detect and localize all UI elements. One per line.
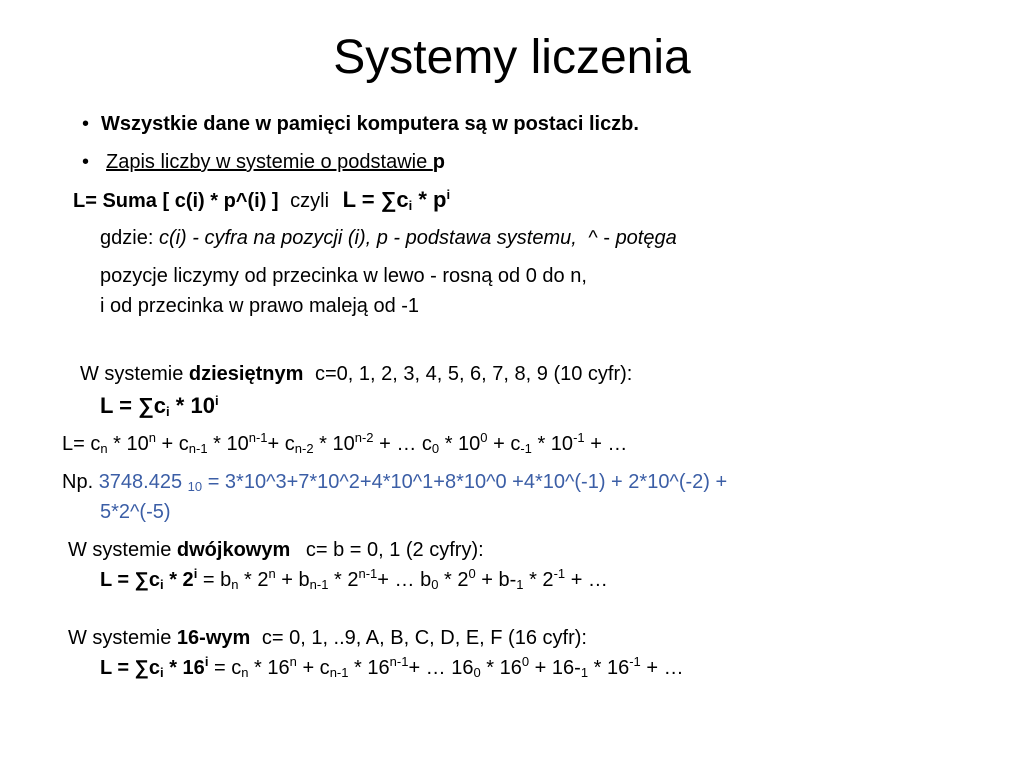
hex-formula: [100, 656, 684, 680]
zapis-text: Zapis liczby w systemie o podstawie: [106, 151, 433, 173]
decimal-formula: [100, 394, 219, 418]
example-line: [62, 470, 727, 494]
gdzie-line: [100, 226, 677, 250]
bin-part: = b: [202, 569, 232, 591]
exp-part: + c: [493, 433, 521, 455]
bin-part: * 2: [438, 569, 469, 591]
bin-part: + b: [281, 569, 310, 591]
hex-sup: -1: [629, 654, 641, 669]
bin-part: + b-: [481, 569, 517, 591]
formula-sup-i: i: [446, 187, 451, 202]
hex-system-line: [68, 626, 587, 650]
exp-sub: 0: [431, 441, 440, 456]
bin-sub: n: [231, 577, 239, 592]
example-line-2: 5*2^(-5): [100, 501, 171, 523]
exp-sup: -1: [573, 430, 585, 445]
decimal-formula-L: L = ∑c: [100, 393, 167, 418]
example-expansion: = 3*10^3+7*10^2+4*10^1+8*10^0 +4*10^(-1) + 2*10^(-2) +: [202, 471, 728, 493]
bin-sub: i: [160, 577, 164, 592]
bin-part: * 2: [238, 569, 269, 591]
example-number: 3748.425: [98, 471, 188, 493]
bullet-text: Wszystkie dane w pamięci komputera są w postaci liczb.: [101, 113, 639, 135]
exp-part: * 10: [207, 433, 249, 455]
hex-bold: 16-wym: [176, 627, 251, 649]
exp-part: + c: [161, 433, 189, 455]
hex-sup: 0: [521, 654, 530, 669]
exp-part: + c: [267, 433, 295, 455]
formula-L: L = ∑c: [342, 187, 409, 212]
binary-formula: [100, 568, 608, 592]
bin-sup: n: [268, 566, 276, 581]
bullet-marker: •: [82, 151, 90, 173]
exp-part: + …: [590, 433, 628, 455]
binary-bold: dwójkowym: [176, 539, 291, 561]
bin-sup: -1: [553, 566, 566, 581]
exp-sup: n: [148, 430, 156, 445]
exp-part: * 10: [531, 433, 574, 455]
pozycje-line-1: pozycje liczymy od przecinka w lewo - rosną od 0 do n,: [100, 265, 587, 287]
bin-part: + … b: [377, 569, 432, 591]
bin-sub: 0: [431, 577, 439, 592]
gdzie-desc: c(i) - cyfra na pozycji (i), p - podstawa systemu,: [158, 227, 577, 249]
exp-sup: n-2: [354, 430, 374, 445]
gdzie-potega-italic: potęga: [615, 227, 677, 249]
bullet-item-data: [101, 112, 639, 136]
hex-sub: 0: [473, 665, 481, 680]
exp-sub: n-2: [294, 441, 314, 456]
exp-sub: n: [100, 441, 108, 456]
bin-sub: 1: [516, 577, 524, 592]
binary-digits: c= b = 0, 1 (2 cyfry):: [305, 539, 484, 561]
formula-suma: L= Suma [ c(i) * p^(i) ]: [73, 190, 279, 212]
exp-part: L= c: [62, 433, 101, 455]
exp-part: * 10: [107, 433, 149, 455]
hex-part: L = ∑c: [100, 657, 161, 679]
exp-sup: n-1: [248, 430, 268, 445]
hex-part: = c: [214, 657, 242, 679]
formula-czyli: czyli: [290, 190, 330, 212]
formula-sub-i: i: [408, 198, 413, 213]
bullet-marker: •: [82, 113, 90, 135]
exp-sup: 0: [480, 430, 488, 445]
hex-part: + …: [646, 657, 684, 679]
hex-part: + c: [302, 657, 330, 679]
pozycje-line-2: i od przecinka w prawo maleją od -1: [100, 295, 420, 317]
hex-part: + 16-: [534, 657, 581, 679]
hex-digits: c= 0, 1, ..9, A, B, C, D, E, F (16 cyfr):: [261, 627, 587, 649]
decimal-pre: W systemie: [80, 363, 189, 385]
formula-p: * p: [412, 187, 447, 212]
decimal-digits: c=0, 1, 2, 3, 4, 5, 6, 7, 8, 9 (10 cyfr):: [314, 363, 633, 385]
bin-part: * 2: [523, 569, 554, 591]
exp-part: * 10: [313, 433, 355, 455]
hex-sup: i: [204, 654, 209, 669]
example-base: 10: [187, 479, 203, 494]
hex-part: * 16: [588, 657, 630, 679]
slide-title: Systemy liczenia: [333, 31, 691, 84]
hex-sub: i: [160, 665, 164, 680]
bin-sup: n-1: [358, 566, 378, 581]
hex-sup: n-1: [389, 654, 409, 669]
gdzie-potega: ^ -: [588, 227, 616, 249]
hex-pre: W systemie: [68, 627, 177, 649]
bin-part: + …: [570, 569, 608, 591]
decimal-formula-sub: i: [166, 404, 170, 419]
binary-pre: W systemie: [68, 539, 177, 561]
exp-part: + … c: [379, 433, 432, 455]
bullet-item-zapis: [106, 150, 445, 174]
example-label: Np.: [62, 471, 99, 493]
bin-sub: n-1: [309, 577, 329, 592]
exp-sub: n-1: [188, 441, 208, 456]
binary-system-line: [68, 538, 484, 562]
hex-sub: n-1: [329, 665, 349, 680]
zapis-base-p: p: [432, 151, 446, 173]
decimal-expansion: [62, 432, 627, 456]
decimal-formula-sup: i: [214, 393, 219, 408]
bin-part: * 2: [163, 569, 194, 591]
hex-part: + … 16: [408, 657, 474, 679]
bin-part: L = ∑c: [100, 569, 161, 591]
formula-general: [73, 188, 450, 213]
gdzie-label: gdzie:: [100, 227, 159, 249]
decimal-bold: dziesiętnym: [188, 363, 304, 385]
bin-sup: 0: [468, 566, 476, 581]
bin-part: * 2: [328, 569, 359, 591]
hex-sub: 1: [580, 665, 589, 680]
decimal-system-line: [80, 362, 632, 386]
exp-sub: -1: [520, 441, 532, 456]
hex-part: * 16: [248, 657, 290, 679]
decimal-formula-10: * 10: [169, 393, 215, 418]
hex-sub: n: [241, 665, 249, 680]
hex-part: * 16: [480, 657, 522, 679]
hex-sup: n: [289, 654, 297, 669]
exp-part: * 10: [439, 433, 481, 455]
hex-part: * 16: [348, 657, 390, 679]
bin-sup: i: [193, 566, 198, 581]
hex-part: * 16: [163, 657, 205, 679]
